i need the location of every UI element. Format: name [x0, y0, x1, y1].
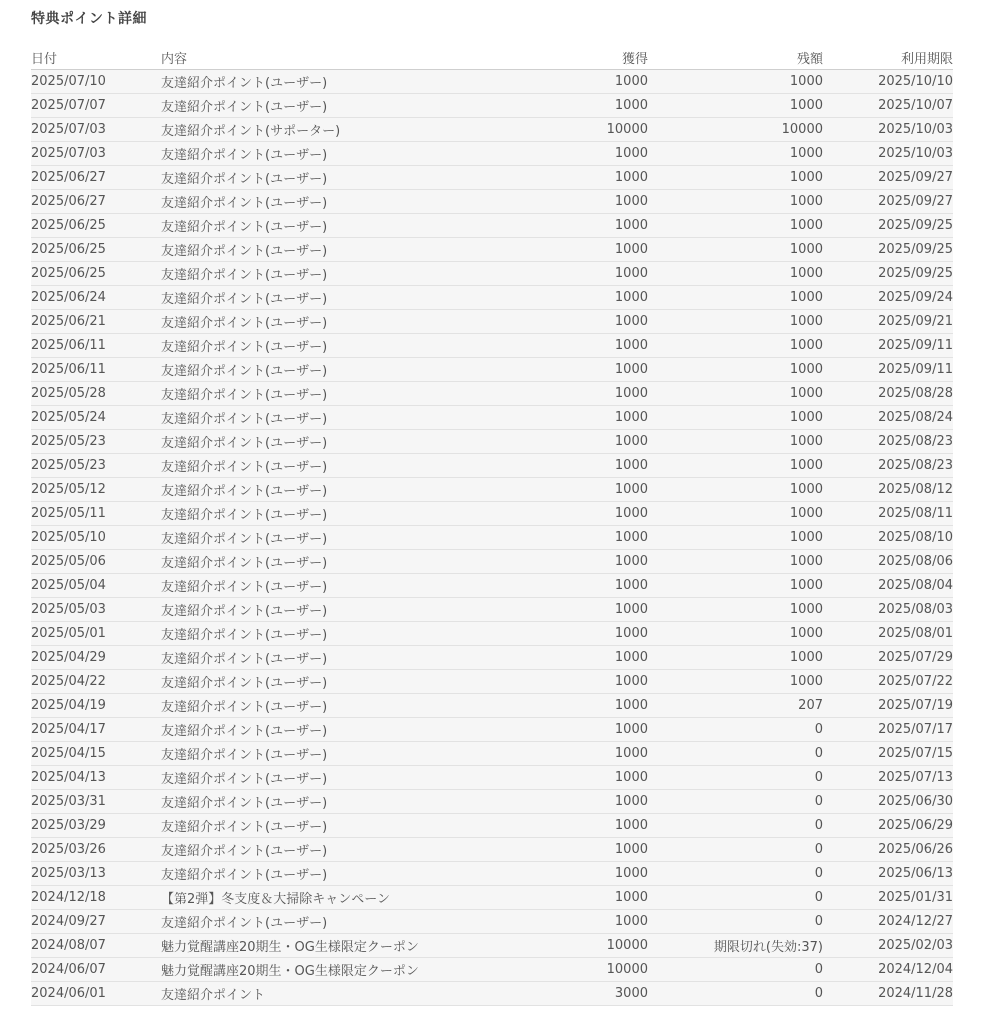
cell-date: 2025/03/29 — [31, 818, 106, 833]
table-row — [31, 694, 953, 718]
cell-description: 友達紹介ポイント(ユーザー) — [161, 916, 328, 931]
table-row — [31, 94, 953, 118]
cell-date: 2025/05/23 — [31, 434, 106, 449]
cell-expiry: 2025/07/17 — [878, 722, 953, 737]
cell-expiry: 2025/07/22 — [878, 674, 953, 689]
cell-date: 2025/06/27 — [31, 170, 106, 185]
cell-earned: 1000 — [614, 362, 648, 377]
cell-description: 友達紹介ポイント(ユーザー) — [161, 340, 328, 355]
table-row — [31, 238, 953, 262]
cell-expiry: 2025/09/24 — [878, 290, 953, 305]
column-header-date: 日付 — [31, 52, 58, 67]
cell-balance: 1000 — [789, 386, 823, 401]
cell-balance: 0 — [814, 722, 823, 737]
cell-earned: 1000 — [614, 74, 648, 89]
cell-earned: 1000 — [614, 482, 648, 497]
cell-description: 友達紹介ポイント(ユーザー) — [161, 628, 328, 643]
cell-earned: 1000 — [614, 602, 648, 617]
cell-balance: 0 — [814, 914, 823, 929]
cell-date: 2025/05/24 — [31, 410, 106, 425]
cell-date: 2025/03/31 — [31, 794, 106, 809]
cell-earned: 1000 — [614, 530, 648, 545]
table-row — [31, 718, 953, 742]
cell-earned: 1000 — [614, 386, 648, 401]
column-header-earned: 獲得 — [621, 52, 648, 67]
cell-expiry: 2025/02/03 — [878, 938, 953, 953]
cell-expiry: 2025/09/11 — [878, 338, 953, 353]
cell-description: 友達紹介ポイント(ユーザー) — [161, 700, 328, 715]
table-row — [31, 286, 953, 310]
cell-date: 2024/12/18 — [31, 890, 106, 905]
table-row — [31, 790, 953, 814]
cell-description: 友達紹介ポイント(ユーザー) — [161, 580, 328, 595]
cell-earned: 1000 — [614, 554, 648, 569]
cell-date: 2025/06/24 — [31, 290, 106, 305]
cell-date: 2025/06/25 — [31, 218, 106, 233]
cell-balance: 1000 — [789, 194, 823, 209]
cell-expiry: 2025/07/13 — [878, 770, 953, 785]
cell-description: 友達紹介ポイント(ユーザー) — [161, 724, 328, 739]
table-row — [31, 526, 953, 550]
cell-description: 友達紹介ポイント — [161, 988, 266, 1003]
table-row — [31, 142, 953, 166]
column-header-description: 内容 — [161, 52, 188, 67]
cell-balance: 1000 — [789, 242, 823, 257]
table-row — [31, 550, 953, 574]
cell-expiry: 2025/01/31 — [878, 890, 953, 905]
cell-earned: 10000 — [606, 122, 648, 137]
cell-date: 2025/07/03 — [31, 146, 106, 161]
cell-description: 友達紹介ポイント(ユーザー) — [161, 100, 328, 115]
cell-balance: 0 — [814, 986, 823, 1001]
cell-description: 友達紹介ポイント(ユーザー) — [161, 484, 328, 499]
cell-description: 友達紹介ポイント(ユーザー) — [161, 532, 328, 547]
cell-balance: 1000 — [789, 338, 823, 353]
cell-date: 2025/06/11 — [31, 338, 106, 353]
cell-balance: 1000 — [789, 530, 823, 545]
cell-date: 2025/07/10 — [31, 74, 106, 89]
cell-expiry: 2025/08/12 — [878, 482, 953, 497]
cell-expiry: 2025/07/29 — [878, 650, 953, 665]
cell-earned: 1000 — [614, 890, 648, 905]
cell-expiry: 2025/08/03 — [878, 602, 953, 617]
table-row — [31, 838, 953, 862]
cell-expiry: 2025/08/11 — [878, 506, 953, 521]
table-header-row — [31, 46, 953, 70]
cell-date: 2024/06/01 — [31, 986, 106, 1001]
cell-earned: 1000 — [614, 794, 648, 809]
cell-expiry: 2024/11/28 — [878, 986, 953, 1001]
cell-balance: 1000 — [789, 218, 823, 233]
cell-expiry: 2025/09/25 — [878, 266, 953, 281]
cell-expiry: 2025/10/03 — [878, 122, 953, 137]
cell-date: 2025/05/28 — [31, 386, 106, 401]
cell-balance: 1000 — [789, 146, 823, 161]
cell-balance: 1000 — [789, 98, 823, 113]
cell-balance: 1000 — [789, 482, 823, 497]
cell-date: 2025/06/11 — [31, 362, 106, 377]
cell-description: 友達紹介ポイント(ユーザー) — [161, 412, 328, 427]
table-row — [31, 454, 953, 478]
cell-balance: 1000 — [789, 266, 823, 281]
cell-date: 2024/08/07 — [31, 938, 106, 953]
cell-description: 友達紹介ポイント(ユーザー) — [161, 196, 328, 211]
cell-balance: 1000 — [789, 434, 823, 449]
cell-description: 友達紹介ポイント(ユーザー) — [161, 268, 328, 283]
cell-expiry: 2025/09/25 — [878, 218, 953, 233]
cell-balance: 1000 — [789, 362, 823, 377]
table-row — [31, 598, 953, 622]
table-row — [31, 814, 953, 838]
cell-earned: 1000 — [614, 314, 648, 329]
cell-expiry: 2025/08/04 — [878, 578, 953, 593]
cell-description: 友達紹介ポイント(ユーザー) — [161, 652, 328, 667]
cell-description: 友達紹介ポイント(ユーザー) — [161, 316, 328, 331]
cell-expiry: 2025/08/01 — [878, 626, 953, 641]
cell-earned: 1000 — [614, 842, 648, 857]
table-row — [31, 334, 953, 358]
cell-earned: 1000 — [614, 290, 648, 305]
cell-description: 友達紹介ポイント(ユーザー) — [161, 292, 328, 307]
table-row — [31, 190, 953, 214]
cell-date: 2025/05/23 — [31, 458, 106, 473]
table-row — [31, 742, 953, 766]
cell-earned: 1000 — [614, 242, 648, 257]
table-row — [31, 118, 953, 142]
cell-date: 2025/05/06 — [31, 554, 106, 569]
cell-balance: 207 — [798, 698, 823, 713]
cell-date: 2025/05/03 — [31, 602, 106, 617]
cell-earned: 1000 — [614, 818, 648, 833]
cell-expiry: 2025/09/11 — [878, 362, 953, 377]
cell-description: 友達紹介ポイント(ユーザー) — [161, 76, 328, 91]
cell-earned: 10000 — [606, 962, 648, 977]
cell-expiry: 2025/08/28 — [878, 386, 953, 401]
page-title: 特典ポイント詳細 — [31, 11, 147, 27]
cell-expiry: 2025/10/10 — [878, 74, 953, 89]
cell-earned: 1000 — [614, 458, 648, 473]
column-header-balance: 残額 — [796, 52, 823, 67]
cell-balance: 1000 — [789, 410, 823, 425]
cell-expiry: 2025/08/10 — [878, 530, 953, 545]
cell-date: 2025/06/25 — [31, 266, 106, 281]
cell-earned: 1000 — [614, 170, 648, 185]
cell-balance: 1000 — [789, 170, 823, 185]
cell-balance: 1000 — [789, 626, 823, 641]
cell-date: 2025/07/03 — [31, 122, 106, 137]
cell-description: 魅力覚醒講座20期生・OG生様限定クーポン — [161, 940, 419, 955]
cell-description: 友達紹介ポイント(ユーザー) — [161, 772, 328, 787]
cell-description: 友達紹介ポイント(ユーザー) — [161, 676, 328, 691]
cell-date: 2025/05/04 — [31, 578, 106, 593]
cell-earned: 1000 — [614, 866, 648, 881]
cell-balance: 10000 — [781, 122, 823, 137]
table-row — [31, 478, 953, 502]
cell-expiry: 2025/09/21 — [878, 314, 953, 329]
table-row — [31, 910, 953, 934]
cell-balance: 1000 — [789, 458, 823, 473]
cell-description: 友達紹介ポイント(ユーザー) — [161, 604, 328, 619]
table-row — [31, 646, 953, 670]
cell-balance: 0 — [814, 890, 823, 905]
cell-description: 友達紹介ポイント(ユーザー) — [161, 148, 328, 163]
cell-balance: 0 — [814, 818, 823, 833]
cell-earned: 1000 — [614, 578, 648, 593]
table-row — [31, 358, 953, 382]
cell-earned: 1000 — [614, 746, 648, 761]
cell-expiry: 2025/09/27 — [878, 194, 953, 209]
cell-description: 友達紹介ポイント(ユーザー) — [161, 388, 328, 403]
cell-date: 2025/06/27 — [31, 194, 106, 209]
table-row — [31, 406, 953, 430]
points-table — [31, 46, 953, 1006]
cell-date: 2024/06/07 — [31, 962, 106, 977]
table-body — [31, 70, 953, 1006]
cell-date: 2025/06/21 — [31, 314, 106, 329]
table-row — [31, 886, 953, 910]
cell-expiry: 2025/06/29 — [878, 818, 953, 833]
cell-date: 2025/05/01 — [31, 626, 106, 641]
cell-expiry: 2025/08/23 — [878, 458, 953, 473]
table-row — [31, 934, 953, 958]
cell-earned: 1000 — [614, 674, 648, 689]
cell-earned: 1000 — [614, 722, 648, 737]
table-row — [31, 214, 953, 238]
cell-date: 2025/04/17 — [31, 722, 106, 737]
cell-earned: 1000 — [614, 914, 648, 929]
cell-description: 友達紹介ポイント(ユーザー) — [161, 508, 328, 523]
table-row — [31, 382, 953, 406]
column-header-expiry: 利用期限 — [900, 52, 953, 67]
cell-earned: 1000 — [614, 338, 648, 353]
cell-earned: 1000 — [614, 266, 648, 281]
cell-balance: 0 — [814, 962, 823, 977]
cell-balance: 1000 — [789, 314, 823, 329]
cell-description: 友達紹介ポイント(ユーザー) — [161, 220, 328, 235]
table-row — [31, 574, 953, 598]
cell-description: 友達紹介ポイント(ユーザー) — [161, 748, 328, 763]
cell-expiry: 2025/08/23 — [878, 434, 953, 449]
cell-date: 2025/04/13 — [31, 770, 106, 785]
cell-description: 友達紹介ポイント(ユーザー) — [161, 844, 328, 859]
cell-earned: 1000 — [614, 650, 648, 665]
cell-expiry: 2025/06/13 — [878, 866, 953, 881]
cell-earned: 1000 — [614, 218, 648, 233]
cell-description: 友達紹介ポイント(ユーザー) — [161, 244, 328, 259]
cell-date: 2024/09/27 — [31, 914, 106, 929]
cell-balance: 1000 — [789, 650, 823, 665]
cell-expiry: 2025/06/30 — [878, 794, 953, 809]
cell-expiry: 2025/10/07 — [878, 98, 953, 113]
table-row — [31, 862, 953, 886]
table-row — [31, 958, 953, 982]
cell-date: 2025/04/19 — [31, 698, 106, 713]
cell-description: 友達紹介ポイント(ユーザー) — [161, 436, 328, 451]
cell-earned: 1000 — [614, 770, 648, 785]
cell-balance: 1000 — [789, 290, 823, 305]
cell-expiry: 2025/09/25 — [878, 242, 953, 257]
cell-description: 友達紹介ポイント(ユーザー) — [161, 556, 328, 571]
cell-balance: 1000 — [789, 74, 823, 89]
cell-expiry: 2025/07/15 — [878, 746, 953, 761]
table-row — [31, 166, 953, 190]
cell-balance: 0 — [814, 770, 823, 785]
cell-earned: 1000 — [614, 626, 648, 641]
cell-description: 友達紹介ポイント(ユーザー) — [161, 820, 328, 835]
cell-balance: 1000 — [789, 602, 823, 617]
cell-description: 友達紹介ポイント(ユーザー) — [161, 868, 328, 883]
cell-balance: 0 — [814, 794, 823, 809]
cell-earned: 1000 — [614, 146, 648, 161]
cell-expiry: 2024/12/27 — [878, 914, 953, 929]
table-row — [31, 766, 953, 790]
cell-balance: 0 — [814, 866, 823, 881]
table-row — [31, 502, 953, 526]
cell-description: 友達紹介ポイント(ユーザー) — [161, 796, 328, 811]
cell-earned: 1000 — [614, 194, 648, 209]
cell-balance: 1000 — [789, 578, 823, 593]
cell-description: 友達紹介ポイント(サポーター) — [161, 124, 341, 139]
cell-date: 2025/04/29 — [31, 650, 106, 665]
cell-balance: 1000 — [789, 506, 823, 521]
cell-date: 2025/05/11 — [31, 506, 106, 521]
cell-date: 2025/04/15 — [31, 746, 106, 761]
cell-expiry: 2025/08/06 — [878, 554, 953, 569]
cell-date: 2025/05/10 — [31, 530, 106, 545]
table-row — [31, 310, 953, 334]
cell-earned: 3000 — [614, 986, 648, 1001]
cell-expiry: 2025/08/24 — [878, 410, 953, 425]
cell-description: 魅力覚醒講座20期生・OG生様限定クーポン — [161, 964, 419, 979]
cell-expiry: 2024/12/04 — [878, 962, 953, 977]
cell-earned: 1000 — [614, 434, 648, 449]
cell-expiry: 2025/09/27 — [878, 170, 953, 185]
cell-date: 2025/03/26 — [31, 842, 106, 857]
cell-balance: 1000 — [789, 554, 823, 569]
cell-expiry: 2025/07/19 — [878, 698, 953, 713]
cell-earned: 1000 — [614, 410, 648, 425]
cell-date: 2025/03/13 — [31, 866, 106, 881]
cell-balance: 1000 — [789, 674, 823, 689]
cell-date: 2025/05/12 — [31, 482, 106, 497]
table-row — [31, 262, 953, 286]
cell-balance: 0 — [814, 842, 823, 857]
cell-expiry: 2025/06/26 — [878, 842, 953, 857]
cell-description: 【第2弾】冬支度＆大掃除キャンペーン — [161, 892, 391, 907]
cell-earned: 10000 — [606, 938, 648, 953]
cell-earned: 1000 — [614, 698, 648, 713]
table-row — [31, 622, 953, 646]
cell-date: 2025/06/25 — [31, 242, 106, 257]
cell-description: 友達紹介ポイント(ユーザー) — [161, 460, 328, 475]
table-row — [31, 430, 953, 454]
cell-earned: 1000 — [614, 98, 648, 113]
table-row — [31, 670, 953, 694]
cell-description: 友達紹介ポイント(ユーザー) — [161, 172, 328, 187]
cell-earned: 1000 — [614, 506, 648, 521]
cell-expiry: 2025/10/03 — [878, 146, 953, 161]
cell-description: 友達紹介ポイント(ユーザー) — [161, 364, 328, 379]
table-row — [31, 70, 953, 94]
cell-balance: 期限切れ(失効:37) — [713, 940, 823, 955]
cell-date: 2025/04/22 — [31, 674, 106, 689]
cell-balance: 0 — [814, 746, 823, 761]
table-row — [31, 982, 953, 1006]
cell-date: 2025/07/07 — [31, 98, 106, 113]
